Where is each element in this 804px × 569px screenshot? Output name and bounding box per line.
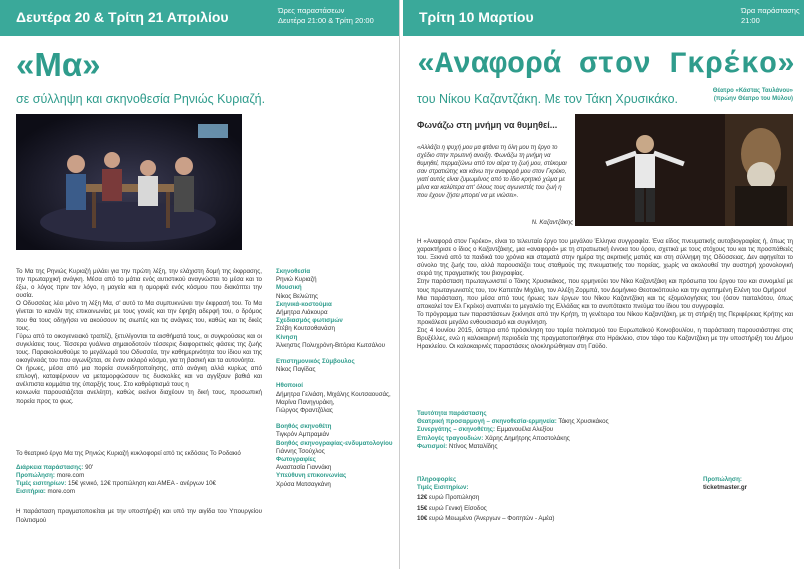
right-title: «Αναφορά στον Γκρέκο» [417, 48, 796, 82]
credit-label: Υπεύθυνη επικοινωνίας [276, 472, 347, 480]
left-title: «Μα» [16, 46, 101, 83]
left-band-times-label: Ώρες παραστάσεων [278, 6, 345, 15]
credit-label: Κίνηση [276, 333, 298, 341]
left-body [16, 268, 262, 406]
credit-name: Δήμητρα Γελιάση, Μιχάλης Κουτσαουσάς, [276, 390, 391, 398]
right-body-paragraph: Η «Αναφορά στον Γκρέκο», είναι το τελευταίο έργο του μεγάλου Έλληνα συγγραφέα. Ένα είδος πνευματικής αυτοβιογραφίας ή, όπως τη χαρακτήρισε ο ίδιος ο Καζαντζάκης, μια «αναφορά» με τη στρατιωτική έννοια του όρου, σχετικά με τους στόχους του και τις προσπάθειές του. Ξεκινά από τα παιδικά του χρόνια και σταματά στην ημέρα της ακριτικής ματιάς και στη σύλληψη της Οδύσσειας. Δεν αφηγείται το σύνολο της ζωής του, αλλά παρουσιάζει τους σταθμούς της πνευματικής του πορείας, χωρίς να ακολουθεί την αυστηρή χρονολογική σειρά της πραγματικής του βιογραφίας. [417, 238, 793, 278]
prices-heading: Τιμές Εισιτηρίων: [417, 484, 469, 492]
left-subtitle: σε σύλληψη και σκηνοθεσία Ρηνιώς Κυριαζή. [16, 92, 266, 106]
right-page [403, 0, 804, 569]
left-credits [276, 268, 394, 489]
credit-label: Σκηνοθεσία [276, 268, 311, 275]
identity-value: Ντίνος Ματαλίδης [447, 442, 498, 450]
left-info-block [16, 450, 262, 525]
quote-text: «Αλλάζει η ψυχή μου μα φτάνει τη όλη μου τη έργο το σχέδιο στην πρωτινή ανοιξη. Φωνάζω τη μνήμη να θυμηθεί, περμαζώνω από τον αέρα τη ζωή μου, στέκομαι σαν στρατιώτης και κάνω την αναφορά μου στον Γκρέκο, γιατί αυτός είναι ζυμωμένος από το ίδιο κρητικό χώμα με μένα και καλύτερα απ' όλους τους αγωνιστές του ζωή η που έχουν ζήσει μπορεί να με νιώσει». [417, 145, 567, 199]
price-line [417, 494, 617, 502]
credit-name: Άλκηστις Πολυχρόνη-Βιτόρια Κωτσάλου [276, 341, 385, 349]
left-body-paragraph: κοινωνία παρουσιάζεται ανελέητη, καθώς εκείνοι διαχέουν τη δική τους, προσωπική πορεία προς το φως. [16, 389, 262, 405]
info-line [16, 488, 262, 496]
credit-label: Επιστημονικός Σύμβουλος [276, 358, 355, 366]
identity-line [417, 443, 793, 451]
quote-heading: Φωνάζω στη μνήμη να θυμηθεί... [417, 120, 558, 130]
book-note: Το θεατρικό έργο Μα της Ρηνιώς Κυριαζή κυκλοφορεί από τις εκδόσεις Το Ροδακιό [16, 450, 241, 457]
identity-label: Επιλογές τραγουδιών: [417, 434, 484, 442]
right-body [417, 238, 793, 351]
right-date-band [403, 0, 804, 36]
price-text: ευρώ Μειωμένο (Άνεργων – Φοιτητών - Αμέα) [427, 514, 555, 522]
credit-name: Γιάννης Τσούχλος [276, 447, 325, 455]
credit-label: Ηθοποιοί [276, 382, 303, 390]
left-body-paragraph: Ο Οδυσσέας λέει μόνο τη λέξη Μα, σ' αυτό το Μα συμπυκνώνει την έκφρασή του. Το Μα γίνεται το κανάλι της επικοινωνίας με τους γονείς και την έφηβη αδερφή του, ο δρόμος που θα τους οδηγήσει να ακούσουν τις σιωπές και τις ανάγκες του, καθώς και τις δικές τους. [16, 300, 262, 332]
identity-value: Τάκης Χρυσικάκος [556, 418, 609, 426]
venue-line: (πρώην Θέατρο του Μύλου) [713, 95, 793, 102]
actor-photo-image [575, 114, 793, 226]
info-label: Εισιτήρια: [16, 488, 46, 496]
info-value: more.com [45, 488, 75, 496]
left-stage-photo [16, 114, 242, 250]
info-label: Τιμές εισιτηρίων: [16, 480, 67, 488]
info-value: 15€ γενικό, 12€ προπώληση και ΑΜΕΑ - ανέργων 10€ [66, 480, 216, 488]
left-body-paragraph: Γύρω από το οικογενειακό τραπέζι, ξετυλίγονται τα αισθήματά τους, οι συγκρούσεις και οι συγκλίσεις τους. Τέσσερα γυάλινα σημαιοδοτούν τέσσερις διαφορετικές φάσεις της ζωής τους. Παρακολουθούμε το μεγάλωμά του Οδυσσέα, την καθημερινότητα του ίδιου και της οικογένειάς του που αγωνίζεται, σε έναν ακλαρό κόσμο, για τη βασική και τα αυτονόητα. [16, 332, 262, 365]
left-body-paragraph: Οι ήρωες, μέσα από μια πορεία συνειδητοποίησης, από ανάγκη αλλά κυρίως από επιλογή, καταφέρνουν να μεταμορφώσουν τις δυσκολίες και να αγγίξουν βαθιά και ανέλπιστα κομμάτια της ύπαρξής τους. Στο καθρέφτισμά τους η [16, 365, 262, 389]
quote-author: Ν. Καζαντζάκης [531, 220, 573, 226]
credit-name: Ρηνιώ Κυριαζή [276, 276, 317, 284]
price-line [417, 515, 617, 523]
credit-label: Σκηνικά-κοστούμια [276, 300, 332, 308]
credit-label: Σχεδιασμός φωτισμών [276, 317, 343, 325]
identity-line [417, 426, 793, 434]
info-line [16, 472, 262, 480]
price-amount: 10€ [417, 514, 428, 522]
left-band-date: Δευτέρα 20 & Τρίτη 21 Απριλίου [16, 9, 229, 25]
price-text: ευρώ Γενική Είσοδος [427, 504, 487, 512]
venue-line: Θέατρο «Κάστας Ταυλάνου» [712, 88, 793, 94]
right-band-times-value: 21:00 [741, 16, 760, 25]
price-text: ευρώ Προπώληση [427, 494, 480, 502]
price-line [417, 505, 617, 513]
left-band-times-value: Δευτέρα 21:00 & Τρίτη 20:00 [278, 16, 374, 25]
info-line [16, 464, 262, 472]
credit-name: Νίκος Παγίδας [276, 366, 316, 374]
identity-heading: Ταυτότητα παράστασης [417, 410, 487, 417]
info-heading: Πληροφορίες [417, 476, 457, 483]
credit-name: Τιγκρόν Αμπραμιάν [276, 431, 330, 439]
identity-value: Χάρης Δημήτρης Αποστολάκης [483, 434, 570, 442]
right-band-times [741, 6, 800, 26]
info-line [16, 480, 262, 488]
sponsor-note: Η παράσταση πραγματοποιείται με την υποστήριξη και υπό την αιγίδα του Υπουργείου Πολιτισμού [16, 508, 262, 524]
stage-photo-image [16, 114, 242, 250]
identity-label: Φωτισμοί: [417, 442, 448, 450]
price-amount: 12€ [417, 494, 428, 502]
price-amount: 15€ [417, 504, 428, 512]
identity-label: Συνεργάτης – σκηνοθέτης: [417, 426, 496, 434]
presale-block [703, 476, 793, 492]
info-value: more.com [55, 472, 85, 480]
right-body-paragraph: Μια παράσταση, που μέσα από τους ήρωες των έργων του Νίκου Καζαντζάκη και τις εξομολογήσεις του (όσον παιταλότου, όπως αποκαλεί τον Ελ Γκρέκο) αναπνέει το μεγαλείο της Ελλάδας και το ανυπότακτο πνεύμα του ίδιου του συγγραφέα. [417, 294, 793, 310]
credit-name: Νίκος Βελιώτης [276, 292, 318, 300]
right-band-date: Τρίτη 10 Μαρτίου [419, 9, 534, 25]
left-band-times [278, 6, 374, 26]
credit-name: Δήμητρα Λιάκουρα [276, 309, 328, 317]
info-value: 90' [83, 464, 94, 472]
credit-name: Αναστασία Γιαννάκη [276, 464, 332, 472]
left-page [0, 0, 400, 569]
right-body-paragraph: Στις 4 Ιουνίου 2015, ύστερα από πρόσκληση του τομέα πολιτισμού του Ευρωπαϊκού Κοινοβουλίου, η παράσταση παρουσιάστηκε στις Βρυξέλλες, ενώ η καλοκαιρινή περιοδεία της πραγματοποιήθηκε στο Ηράκλειο, στον τάφο του Καζαντζάκη με την υποστήριξη του Δήμου Ηρακλείου. Οι καλοκαιρινές παραστάσεις ολοκληρώθηκαν στη Γαύδο. [417, 327, 793, 351]
info-label: Διάρκεια παράστασης: [16, 464, 84, 472]
identity-line [417, 418, 793, 426]
right-subtitle: του Νίκου Καζαντζάκη. Με τον Τάκη Χρυσικάκο. [417, 92, 679, 106]
identity-block [417, 410, 793, 451]
identity-label: Θεατρική προσαρμογή – σκηνοθεσία-ερμηνεία: [417, 418, 557, 426]
left-body-paragraph: Το Μα της Ρηνιώς Κυριαζή μιλάει για την πρώτη λέξη, την ελάχιστη δομή της έκφρασης, την πρωταρχική ανάγκη. Μέσα από το μάτια ενός αυτιστικού αναγνώστει το μέσα και το έξω, ο λόγος πριν τον λόγο, η μαγεία και η ομορφιά ενός κόσμου που διακόπτει την ουσία. [16, 268, 262, 300]
credit-name: Γιώργος Φραντζόλας [276, 407, 333, 415]
presale-heading: Προπώληση: [703, 476, 742, 483]
right-body-paragraph: Στην παράσταση πρωταγωνιστεί ο Τάκης Χρυσικάκος, που ερμηνεύει τον Νίκο Καζαντζάκη και πρόσωπα του έργου του και συνομιλεί με τους πρωταγωνιστές του, τον Καπετάν Μιχάλη, τον Αλέξη Ζορμπά, τον Δομήνικο Θεοτοκόπουλο και την αγαπημένη Ελένη του Ομήρου! [417, 278, 793, 294]
credit-label: Βοηθός σκηνογραφίας-ενδυματολογίου [276, 439, 393, 447]
credit-label: Φωτογραφίες [276, 456, 316, 464]
right-actor-photo [575, 114, 793, 226]
credit-label: Βοηθός σκηνοθέτη [276, 423, 332, 431]
identity-line [417, 435, 793, 443]
credit-label: Μουσική [276, 284, 302, 292]
credit-name: Μαρίνα Πανηγυράκη, [276, 398, 335, 406]
venue [693, 88, 793, 103]
identity-value: Εμμανουέλα Αλεξίου [495, 426, 554, 434]
presale-value: ticketmaster.gr [703, 484, 748, 492]
credit-name: Στέβη Κουτσοθανάση [276, 325, 335, 333]
prices-block [417, 476, 617, 523]
right-body-paragraph: Το πρόγραμμα των παραστάσεων ξεκίνησε από την Κρήτη, τη γενέτειρα του Νίκου Καζαντζάκη, με τη στήριξη της Περιφέρειας Κρήτης και προκάλεσε μεγάλο ενθουσιασμό και συγκίνηση. [417, 310, 793, 326]
info-label: Προπώληση: [16, 472, 55, 480]
credit-name: Χρύσα Ματσαγκάνη [276, 480, 331, 488]
right-band-times-label: Ώρα παράστασης [741, 6, 800, 15]
left-date-band [0, 0, 399, 36]
